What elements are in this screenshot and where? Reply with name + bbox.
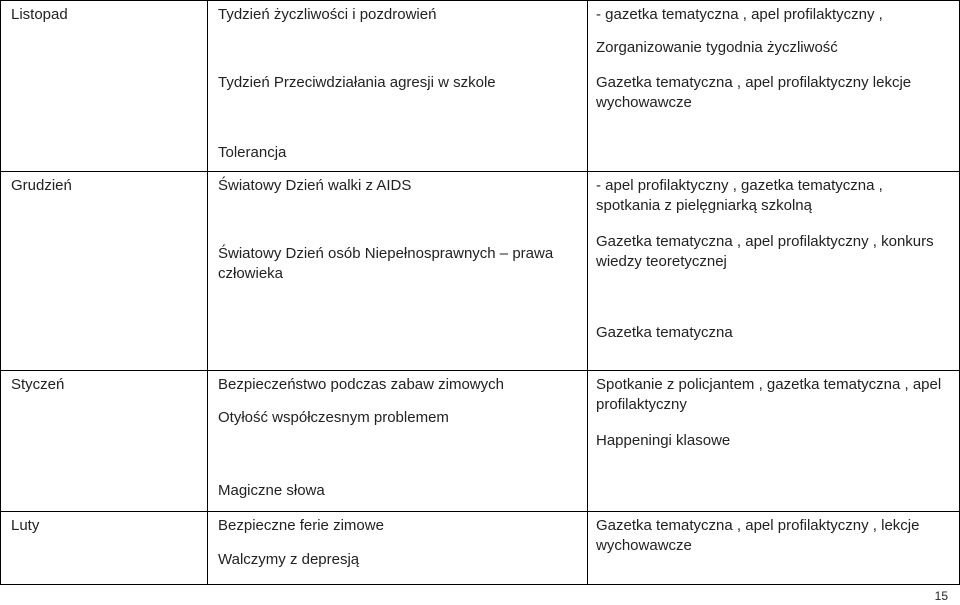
month-cell (1, 371, 208, 512)
action-item: - apel profilaktyczny , gazetka tematyczna , spotkania z pielęgniarką szkolną (596, 177, 883, 214)
page-number: 15 (934, 589, 948, 603)
topic-item: Tolerancja (218, 144, 287, 161)
action-item: Spotkanie z policjantem , gazetka tematyczna , apel profilaktyczny (596, 376, 942, 413)
month-cell (1, 172, 208, 371)
actions-cell (588, 172, 960, 371)
actions-cell (588, 1, 960, 172)
action-item: Zorganizowanie tygodnia życzliwość (596, 39, 838, 56)
topic-item: Bezpieczne ferie zimowe (218, 517, 384, 534)
topic-item: Bezpieczeństwo podczas zabaw zimowych (218, 376, 504, 393)
table-row (1, 512, 960, 585)
table-row (1, 1, 960, 172)
topic-item: Magiczne słowa (218, 482, 325, 499)
month-cell (1, 1, 208, 172)
table-row (1, 371, 960, 512)
actions-cell (588, 371, 960, 512)
topic-item: Światowy Dzień osób Niepełnosprawnych – prawa człowieka (218, 245, 554, 282)
topics-cell (208, 1, 588, 172)
topic-item: Tydzień życzliwości i pozdrowień (218, 6, 437, 23)
action-item: - gazetka tematyczna , apel profilaktyczny , (596, 6, 883, 23)
topic-item: Tydzień Przeciwdziałania agresji w szkole (218, 74, 496, 91)
actions-cell (588, 512, 960, 585)
action-item: Gazetka tematyczna (596, 324, 733, 341)
month-label: Styczeń (11, 376, 65, 393)
topics-cell (208, 172, 588, 371)
month-label: Listopad (11, 6, 68, 23)
action-item: Gazetka tematyczna , apel profilaktyczny , konkurs wiedzy teoretycznej (596, 233, 934, 270)
month-cell (1, 512, 208, 585)
topics-cell (208, 371, 588, 512)
topic-item: Światowy Dzień walki z AIDS (218, 177, 412, 194)
table-row (1, 172, 960, 371)
month-label: Grudzień (11, 177, 72, 194)
action-item: Gazetka tematyczna , apel profilaktyczny lekcje wychowawcze (596, 74, 912, 111)
topic-item: Otyłość współczesnym problemem (218, 409, 449, 426)
month-label: Luty (11, 517, 40, 534)
action-item: Happeningi klasowe (596, 432, 731, 449)
action-item: Gazetka tematyczna , apel profilaktyczny , lekcje wychowawcze (596, 517, 920, 554)
topic-item: Walczymy z depresją (218, 551, 360, 568)
topics-cell (208, 512, 588, 585)
